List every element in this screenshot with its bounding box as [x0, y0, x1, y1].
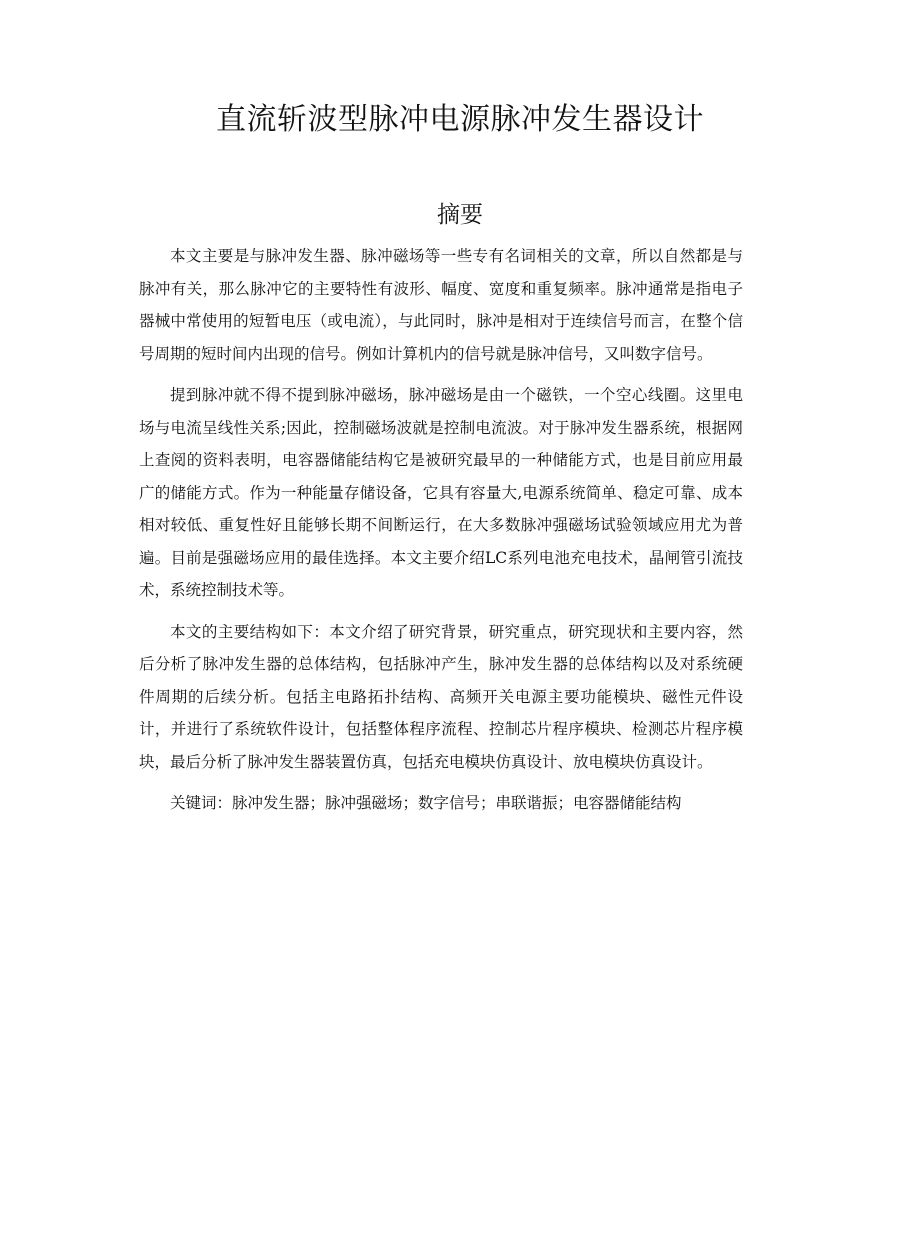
keywords-line: 关键词：脉冲发生器；脉冲强磁场；数字信号；串联谐振；电容器储能结构 — [170, 794, 682, 812]
document-title: 直流斩波型脉冲电源脉冲发生器设计 — [216, 102, 704, 137]
abstract-paragraph-1: 本文主要是与脉冲发生器、脉冲磁场等一些专有名词相关的文章，所以自然都是与脉冲有关，那么脉冲它的主要特性有波形、幅度、宽度和重复频率。脉冲通常是指电子器械中常使用的短暂电压（或电流），与此同时，脉冲是相对于连续信号而言，在整个信号周期的短时间内出现的信号。例如计算机内的信号就是脉冲信号，又叫数字信号。 — [139, 247, 743, 363]
abstract-paragraph-2: 提到脉冲就不得不提到脉冲磁场，脉冲磁场是由一个磁铁，一个空心线圈。这里电场与电流呈线性关系;因此，控制磁场波就是控制电流波。对于脉冲发生器系统，根据网上查阅的资料表明，电容器储能结构它是被研究最早的一种储能方式，也是目前应用最广的储能方式。作为一种能量存储设备，它具有容量大,电源系统简单、稳定可靠、成本相对较低、重复性好且能够长期不间断运行，在大多数脉冲强磁场试验领域应用尤为普遍。目前是强磁场应用的最佳选择。本文主要介绍LC系列电池充电技术，晶闸管引流技术，系统控制技术等。 — [139, 386, 743, 599]
abstract-heading: 摘要 — [437, 202, 483, 228]
abstract-paragraph-3: 本文的主要结构如下：本文介绍了研究背景，研究重点，研究现状和主要内容，然后分析了脉冲发生器的总体结构，包括脉冲产生，脉冲发生器的总体结构以及对系统硬件周期的后续分析。包括主电路拓扑结构、高频开关电源主要功能模块、磁性元件设计，并进行了系统软件设计，包括整体程序流程、控制芯片程序模块、检测芯片程序模块，最后分析了脉冲发生器装置仿真，包括充电模块仿真设计、放电模块仿真设计。 — [139, 622, 743, 771]
abstract-body — [139, 240, 743, 820]
